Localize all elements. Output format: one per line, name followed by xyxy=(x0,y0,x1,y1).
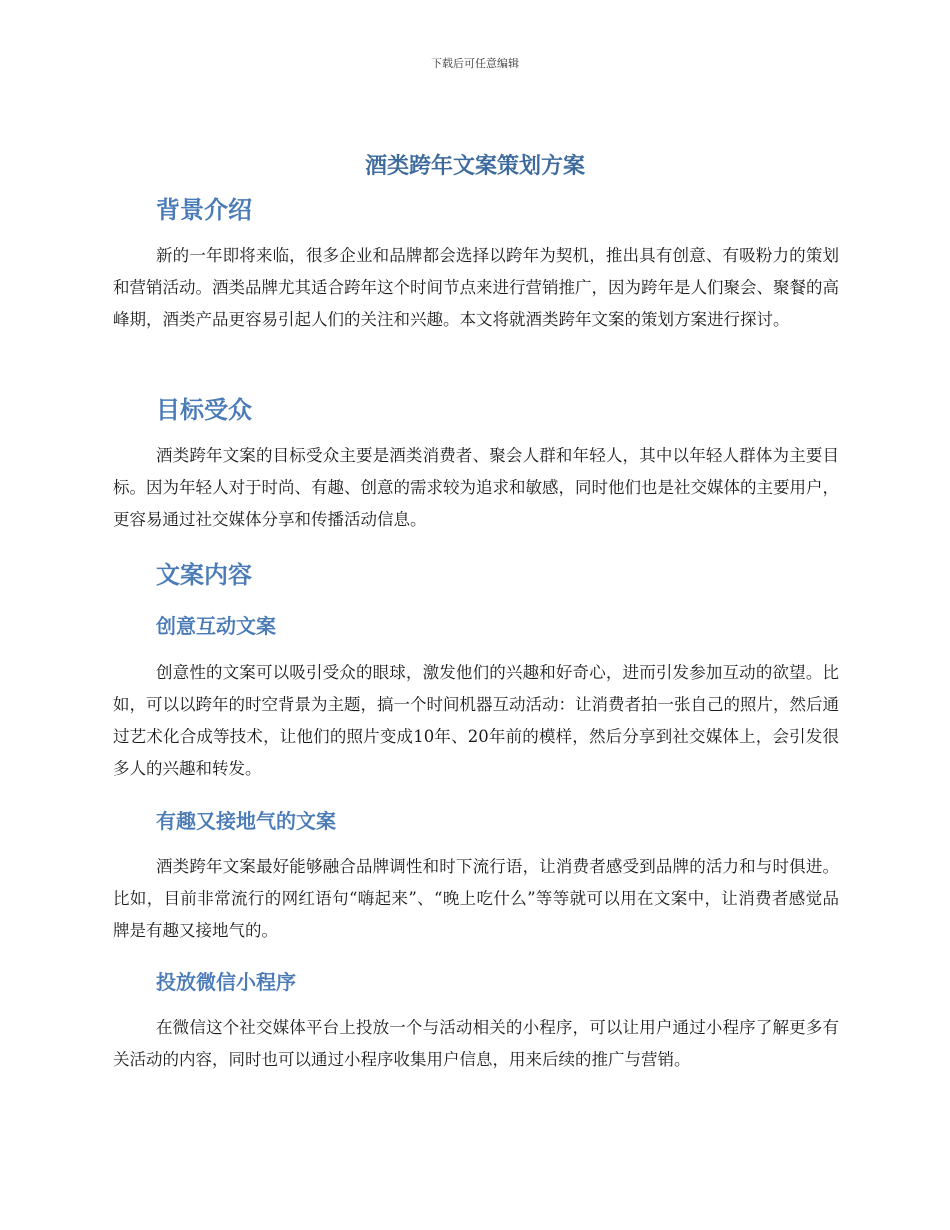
document-title: 酒类跨年文案策划方案 xyxy=(364,154,585,179)
header-note: 下载后可任意编辑 xyxy=(431,57,519,70)
paragraph-wechat: 在微信这个社交媒体平台上投放一个与活动相关的小程序，可以让用户通过小程序了解更多有关活动的内容，同时也可以通过小程序收集用户信息，用来后续的推广与营销。 xyxy=(113,1018,839,1069)
heading-audience: 目标受众 xyxy=(156,396,252,424)
paragraph-creative: 创意性的文案可以吸引受众的眼球，激发他们的兴趣和好奇心，进而引发参加互动的欲望。比如，可以以跨年的时空背景为主题，搞一个时间机器互动活动：让消费者拍一张自己的照片，然后通过艺术化合成等技术，让他们的照片变成10年、20年前的模样，然后分享到社交媒体上，会引发很多人的兴趣和转发。 xyxy=(113,663,839,778)
paragraph-audience: 酒类跨年文案的目标受众主要是酒类消费者、聚会人群和年轻人，其中以年轻人群体为主要目标。因为年轻人对于时尚、有趣、创意的需求较为追求和敏感，同时他们也是社交媒体的主要用户，更容易通过社交媒体分享和传播活动信息。 xyxy=(113,446,839,529)
paragraph-background: 新的一年即将来临，很多企业和品牌都会选择以跨年为契机，推出具有创意、有吸粉力的策划和营销活动。酒类品牌尤其适合跨年这个时间节点来进行营销推广，因为跨年是人们聚会、聚餐的高峰期，酒类产品更容易引起人们的关注和兴趣。本文将就酒类跨年文案的策划方案进行探讨。 xyxy=(113,246,839,329)
heading-background: 背景介绍 xyxy=(156,196,252,224)
heading-content: 文案内容 xyxy=(156,561,252,589)
subheading-fun: 有趣又接地气的文案 xyxy=(156,809,336,833)
subheading-creative: 创意互动文案 xyxy=(156,614,276,638)
subheading-wechat: 投放微信小程序 xyxy=(156,970,296,994)
paragraph-fun: 酒类跨年文案最好能够融合品牌调性和时下流行语，让消费者感受到品牌的活力和与时俱进。比如，目前非常流行的网红语句“嗨起来”、“晚上吃什么”等等就可以用在文案中，让消费者感觉品牌是有趣又接地气的。 xyxy=(113,857,839,940)
